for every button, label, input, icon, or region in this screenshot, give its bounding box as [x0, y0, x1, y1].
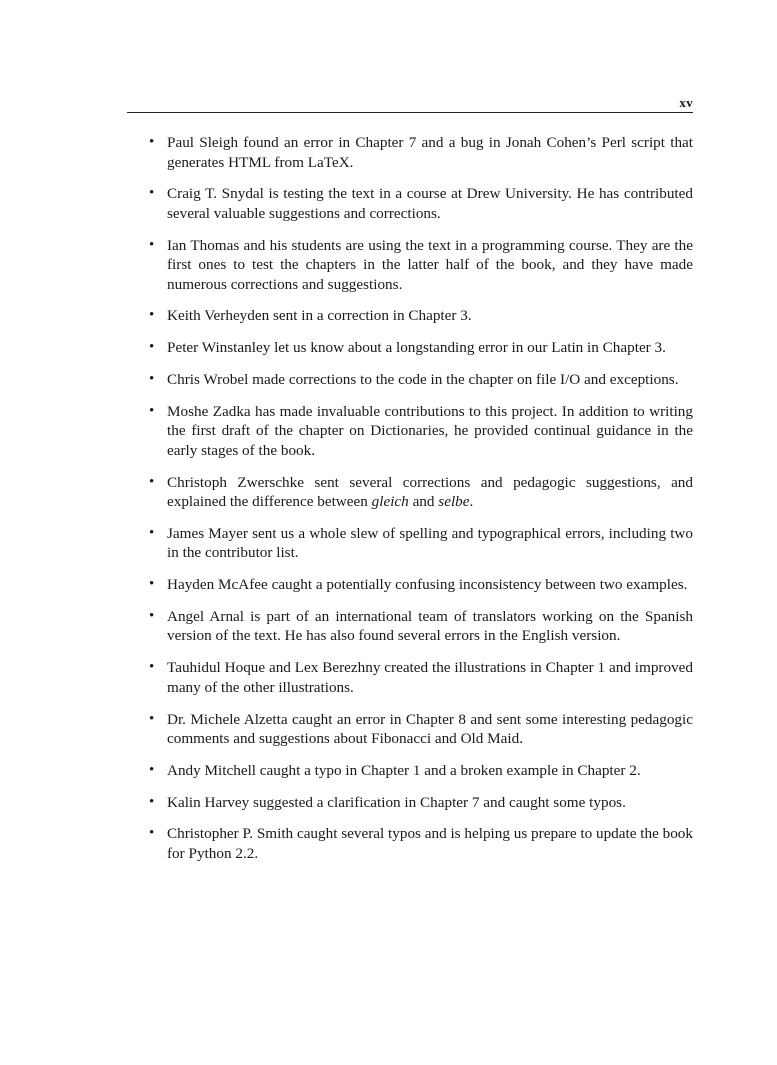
bullet-icon: •: [149, 825, 155, 842]
bullet-icon: •: [149, 370, 155, 387]
contributors-list: [127, 133, 693, 876]
item-text: Paul Sleigh found an error in Chapter 7 and a bug in Jonah Cohen’s Perl script that generates HTML from LaTeX.: [167, 134, 693, 171]
item-text: Andy Mitchell caught a typo in Chapter 1 and a broken example in Chapter 2.: [167, 761, 641, 779]
bullet-icon: •: [149, 607, 155, 624]
list-item: [127, 607, 693, 646]
bullet-icon: •: [149, 659, 155, 676]
item-text: Chris Wrobel made corrections to the code in the chapter on file I/O and exceptions.: [167, 370, 679, 388]
bullet-icon: •: [149, 524, 155, 541]
list-item: [127, 761, 693, 781]
page-number: xv: [679, 95, 693, 110]
bullet-icon: •: [149, 761, 155, 778]
item-text: Moshe Zadka has made invaluable contributions to this project. In addition to writing the first draft of the chapter on Dictionaries, he provided continual guidance in the early stages of the book.: [167, 402, 693, 459]
bullet-icon: •: [149, 134, 155, 150]
list-item: [127, 524, 693, 563]
list-item: [127, 658, 693, 697]
list-item: [127, 184, 693, 223]
list-item: [127, 306, 693, 326]
emphasized-text: selbe: [438, 493, 470, 511]
list-item: [127, 133, 693, 172]
item-text: and: [408, 493, 439, 511]
bullet-icon: •: [149, 307, 155, 324]
item-text: Kalin Harvey suggested a clarification in Chapter 7 and caught some typos.: [167, 793, 626, 811]
list-item: [127, 575, 693, 595]
item-text: Craig T. Snydal is testing the text in a course at Drew University. He has contributed several valuable suggestions and corrections.: [167, 185, 693, 222]
bullet-icon: •: [149, 236, 155, 253]
emphasized-text: gleich: [371, 493, 409, 511]
item-text: Hayden McAfee caught a potentially confusing inconsistency between two examples.: [167, 576, 688, 594]
list-item: [127, 236, 693, 295]
item-text: James Mayer sent us a whole slew of spelling and typographical errors, including two in the contributor list.: [167, 524, 693, 562]
item-text: Tauhidul Hoque and Lex Berezhny created the illustrations in Chapter 1 and improved many of the other illustrations.: [167, 659, 693, 696]
bullet-icon: •: [149, 402, 155, 419]
bullet-icon: •: [149, 576, 155, 593]
item-text: Ian Thomas and his students are using the text in a programming course. They are the first ones to test the chapters in the latter half of the book, and they have made numerous corrections and suggestions.: [167, 236, 693, 293]
bullet-icon: •: [149, 793, 155, 810]
item-text: Keith Verheyden sent in a correction in Chapter 3.: [167, 307, 472, 325]
item-text: Christopher P. Smith caught several typos and is helping us prepare to update the book for Python 2.2.: [167, 825, 693, 862]
item-text: Angel Arnal is part of an international team of translators working on the Spanish version of the text. He has also found several errors in the English version.: [167, 607, 693, 645]
list-item: [127, 473, 693, 512]
item-text: Christoph Zwerschke sent several corrections and pedagogic suggestions, and explained the difference between: [167, 473, 693, 511]
page-header: [127, 94, 693, 113]
list-item: [127, 824, 693, 863]
item-text: .: [469, 493, 474, 511]
bullet-icon: •: [149, 185, 155, 202]
item-text: Peter Winstanley let us know about a longstanding error in our Latin in Chapter 3.: [167, 339, 666, 357]
list-item: [127, 793, 693, 813]
list-item: [127, 710, 693, 749]
list-item: [127, 402, 693, 461]
bullet-icon: •: [149, 339, 155, 356]
bullet-icon: •: [149, 710, 155, 727]
bullet-icon: •: [149, 473, 155, 490]
list-item: [127, 338, 693, 358]
item-text: Dr. Michele Alzetta caught an error in Chapter 8 and sent some interesting pedagogic comments and suggestions about Fibonacci and Old Maid.: [167, 710, 693, 748]
list-item: [127, 370, 693, 390]
